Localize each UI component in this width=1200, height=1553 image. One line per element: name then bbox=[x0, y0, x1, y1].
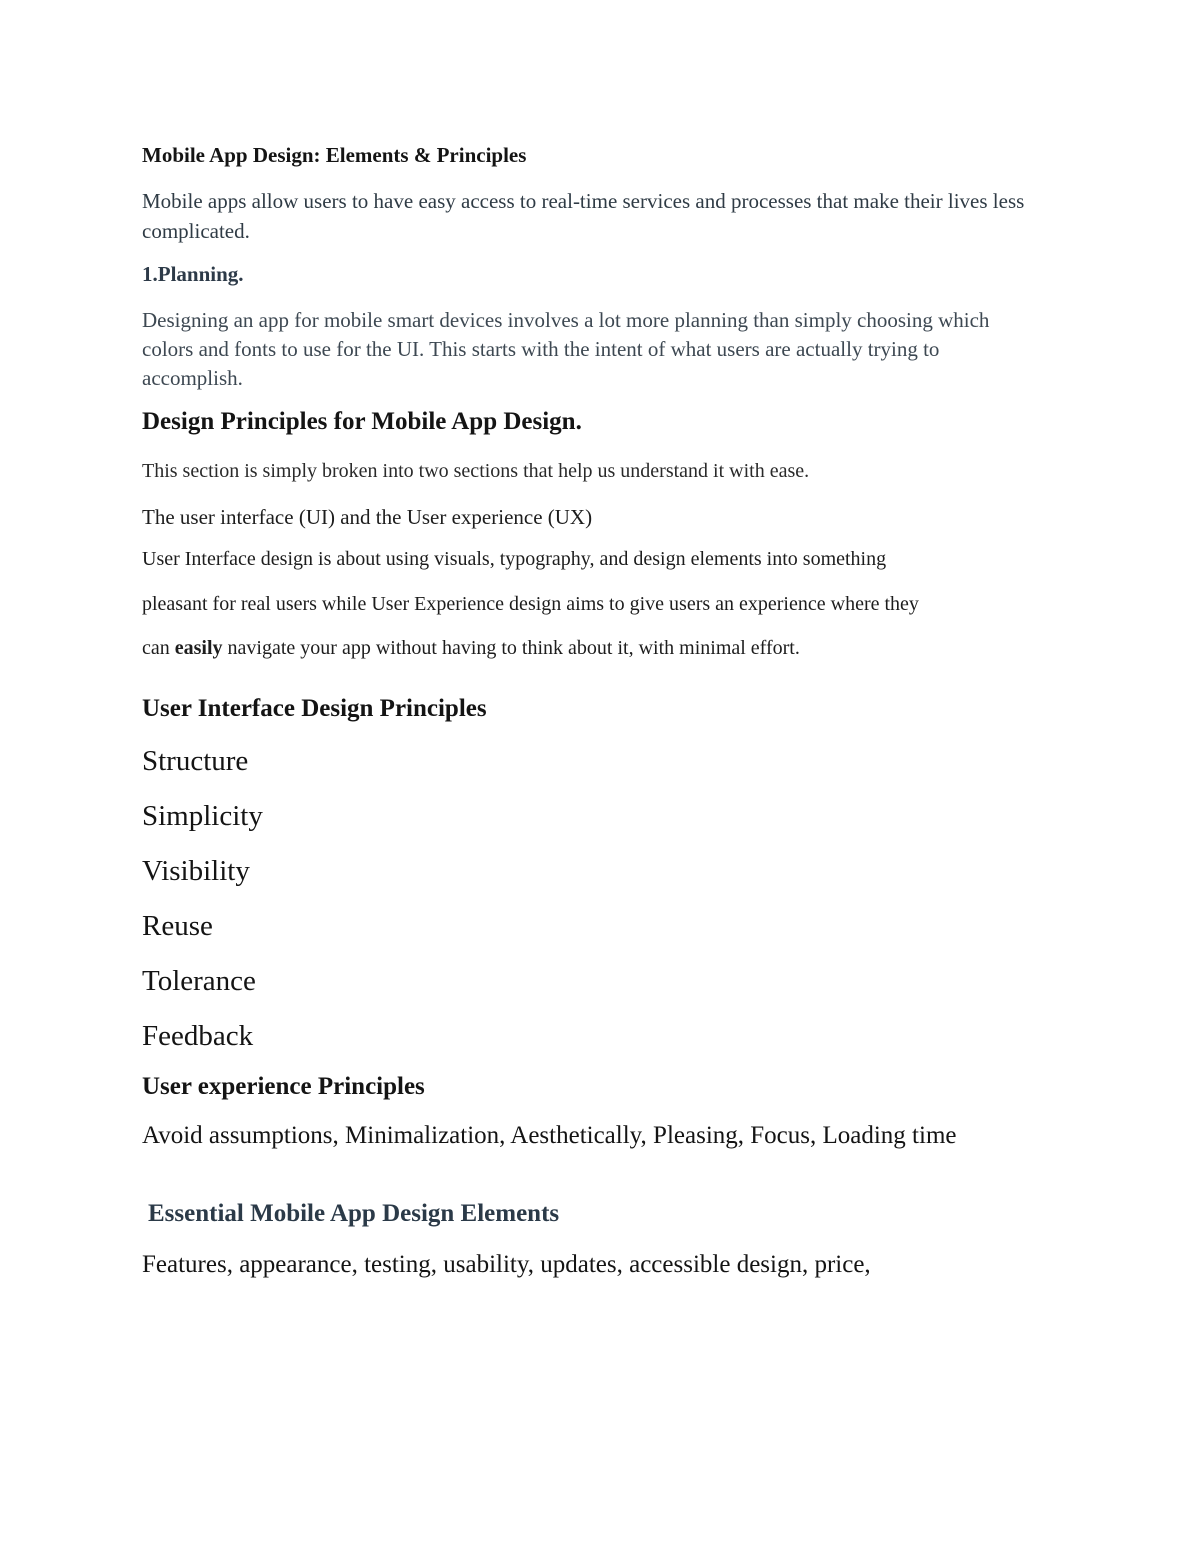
design-principles-line: pleasant for real users while User Experience design aims to give users an experience where they bbox=[142, 593, 919, 615]
design-principles-line: This section is simply broken into two sections that help us understand it with ease. bbox=[142, 460, 810, 482]
design-principles-line: The user interface (UI) and the User experience (UX) bbox=[142, 505, 593, 529]
essential-elements-text: Features, appearance, testing, usability, updates, accessible design, price, bbox=[142, 1251, 871, 1278]
ux-principles-heading: User experience Principles bbox=[142, 1073, 425, 1100]
ui-principle-item: Structure bbox=[142, 745, 249, 777]
line-prefix: can bbox=[142, 637, 175, 659]
ui-principle-item: Reuse bbox=[142, 910, 213, 942]
intro-paragraph: Mobile apps allow users to have easy access to real-time services and processes that make their lives less complicated. bbox=[142, 189, 1025, 243]
ui-principle-item: Visibility bbox=[142, 855, 250, 887]
ui-principle-item: Feedback bbox=[142, 1020, 254, 1052]
design-principles-line: User Interface design is about using visuals, typography, and design elements into something bbox=[142, 548, 887, 570]
document-title: Mobile App Design: Elements & Principles bbox=[142, 143, 527, 167]
emphasis-text: easily bbox=[174, 637, 223, 659]
line-suffix: navigate your app without having to think about it, with minimal effort. bbox=[222, 637, 800, 659]
essential-elements-heading: Essential Mobile App Design Elements bbox=[148, 1200, 560, 1227]
ui-principle-item: Tolerance bbox=[142, 965, 256, 997]
design-principles-line bbox=[142, 637, 800, 660]
ui-principle-item: Simplicity bbox=[142, 800, 263, 832]
planning-heading: 1.Planning. bbox=[142, 262, 244, 286]
ui-principles-heading: User Interface Design Principles bbox=[142, 695, 487, 722]
design-principles-heading: Design Principles for Mobile App Design. bbox=[142, 408, 582, 435]
ux-principles-text: Avoid assumptions, Minimalization, Aesthetically, Pleasing, Focus, Loading time bbox=[142, 1122, 957, 1149]
planning-paragraph: Designing an app for mobile smart devices involves a lot more planning than simply choosing which colors and fonts to use for the UI. This starts with the intent of what users are actually trying to accomplish. bbox=[142, 308, 990, 390]
